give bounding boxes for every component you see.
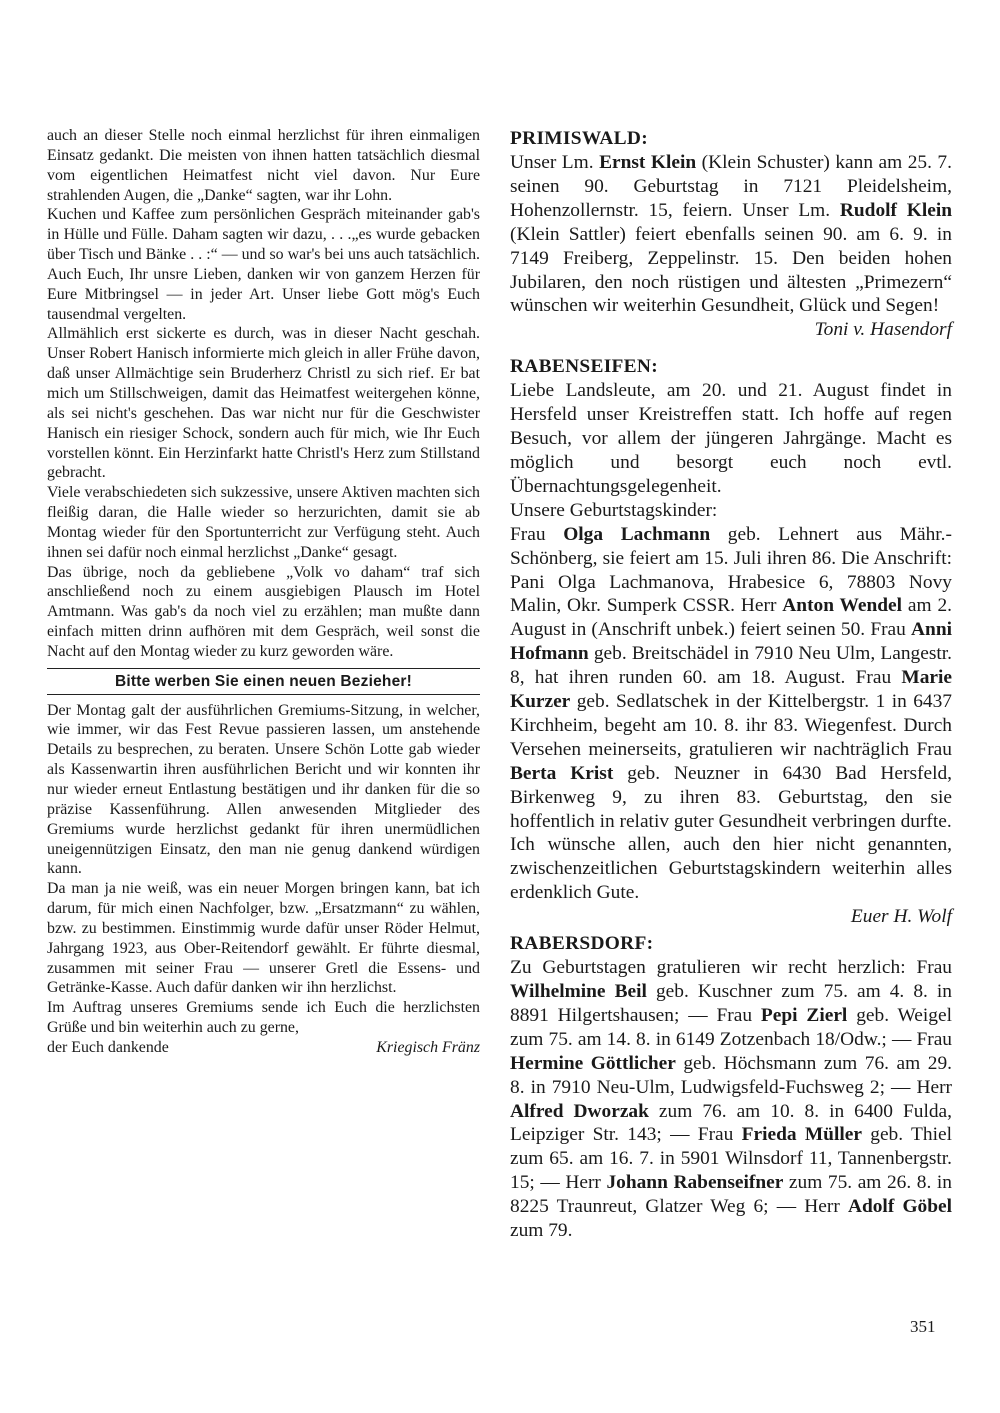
person-name: Wilhelmine Beil (510, 981, 647, 1002)
section-rabersdorf (510, 931, 952, 1243)
paragraph: Unser Lm. Ernst Klein (Klein Schuster) kann am 25. 7. seinen 90. Geburtstag in 7121 Pleidelsheim, Hohenzollernstr. 15, feiern. Unser Lm. Rudolf Klein (Klein Sattler) feiert ebenfalls seinen 90. am 6. 9. in 7149 Freiberg, Zeppelinstr. 15. Den beiden hohen Jubilaren, den noch rüstigen und ältesten „Primezern“ wünschen wir weiterhin Gesundheit, Glück und Segen! (510, 152, 952, 317)
person-name: Olga Lachmann (563, 523, 711, 545)
subscription-banner: Bitte werben Sie einen neuen Bezieher! (47, 668, 480, 695)
paragraph: Der Montag galt der ausführlichen Gremiums-Sitzung, in welcher, wie immer, wir das Fest Revue passieren lassen, um anstehende Details zu besprechen, zu beraten. Unsere Schön Lotte gab wieder als Kassenwartin ihren ausführlichen Bericht und wir konnten ihr nur wieder erneut Entlastung bestätigen und ihr danken für die so präzise Kassenführung. Allen anwesenden Mitglieder des Gremiums wurde herzlichst gedankt für ihren unermüdlichen uneigennützigen Einsatz, den man nie genug dankend würdigen kann. (47, 701, 480, 878)
section-heading: RABENSEIFEN: (510, 356, 658, 378)
person-name: Adolf Göbel (847, 1196, 953, 1218)
section-heading: RABERSDORF: (510, 933, 654, 955)
person-name: Frieda Müller (741, 1124, 862, 1146)
closing-text: der Euch dankende (47, 1038, 169, 1056)
paragraph: Ich wünsche allen, auch den hier nicht genannten, zwischenzeitlichen Geburtstagskindern weiterhin alles erdenklich Gute. (510, 834, 952, 904)
paragraph: Kuchen und Kaffee zum persönlichen Gespräch miteinander gab's in Hülle und Fülle. Daham sagten wir dazu, . . .„es wurde gebacken über Tisch und Bänke . . :“ — und so war's bei uns auch tatsächlich. Auch Euch, Ihr unsre Lieben, danken wir von ganzem Herzen für Eure Mitbringsel — in jeder Art. Unser liebe Gott mög's Euch tausendmal vergelten. (47, 206, 480, 323)
person-name: Alfred Dworzak (510, 1100, 649, 1122)
section-rabenseifen (510, 354, 952, 929)
person-name: Berta Krist (510, 762, 614, 784)
person-name: Anton Wendel (782, 595, 903, 617)
paragraph: Frau Olga Lachmann geb. Lehnert aus Mähr.-Schönberg, sie feiert am 15. Juli ihren 86. Die Anschrift: Pani Olga Lachmanova, Hrabesice 6, 78803 Novy Malin, Okr. Sumperk CSSR. Herr Anton Wendel am 2. August in (Anschrift unbek.) feiert seinen 50. Frau Anni Hofmann geb. Breitschädel in 7910 Neu Ulm, Langestr. 8, hat ihren runden 60. am 18. August. Frau Marie Kurzer geb. Sedlatschek in der Kittelbergstr. 1 in 6437 Kirchheim, begeht am 10. 8. ihr 83. Wiegenfest. Durch Versehen meinerseits, gratulieren wir nachträglich Frau Berta Krist geb. Neuzner in 6430 Bad Hersfeld, Birkenweg 9, zu ihren 83. Geburtstag, den sie hoffentlich in relativ guter Gesundheit verbringen durfte. (510, 523, 952, 832)
signature: Kriegisch Fränz (376, 1038, 480, 1056)
paragraph: auch an dieser Stelle noch einmal herzlichst für ihren einmaligen Einsatz gedankt. Die meisten von ihnen hatten tatsächlich diesmal vom eigentlichen Heimatfest nicht viel davon. Nur Eure strahlenden Augen, die „Danke“ sagten, war ihr Lohn. (47, 127, 480, 204)
person-name: Johann Rabenseifner (606, 1172, 784, 1194)
paragraph: Im Auftrag unseres Gremiums sende ich Euch die herzlichsten Grüße und bin weiterhin auch zu gerne, (47, 999, 480, 1037)
signature: Toni v. Hasendorf (814, 319, 952, 341)
section-heading: PRIMISWALD: (510, 128, 648, 149)
person-name: Pepi Zierl (760, 1004, 848, 1026)
closing-line (47, 1038, 480, 1058)
paragraph: Allmählich erst sickerte es durch, was in dieser Nacht geschah. Unser Robert Hanisch informierte mich gleich in aller Frühe davon, daß unser Allmächtige sein Bruderherz Christl zu sich rief. Er bat mich um Stillschweigen, damit das Heimatfest weitergehen könne, als sei nicht's geschehen. Das war nicht nur für die Geschwister Hanisch ein riesiger Schock, sondern auch für mich, wie Ihr Euch vorstellen könnt. Ein Herzinfarkt hatte Christl's Herz zum Stillstand gebracht. (47, 325, 480, 482)
right-column (510, 126, 952, 1243)
paragraph: Viele verabschiedeten sich sukzessive, unsere Aktiven machten sich fleißig daran, die Halle wieder so herzurichten, damit sie ab Montag wieder für den Sportunterricht zur Verfügung steht. Auch ihnen sei dafür noch einmal herzlichst „Danke“ gesagt. (47, 484, 480, 561)
section-primiswald (510, 126, 952, 342)
person-name: Anni Hofmann (510, 619, 952, 665)
paragraph: Zu Geburtstagen gratulieren wir recht herzlich: Frau Wilhelmine Beil geb. Kuschner zum 75. am 4. 8. in 8891 Hilgertshausen; — Frau Pepi Zierl geb. Weigel zum 75. am 14. 8. in 6149 Zotzenbach 18/Odw.; — Frau Hermine Göttlicher geb. Höchsmann zum 76. am 29. 8. in 7910 Neu-Ulm, Ludwigsfeld-Fuchsweg 2; — Herr Alfred Dworzak zum 76. am 10. 8. in 6400 Fulda, Leipziger Str. 143; — Frau Frieda Müller geb. Thiel zum 65. am 16. 7. in 5901 Wilnsdorf 11, Tannenbergstr. 15; — Herr Johann Rabenseifner zum 75. am 26. 8. in 8225 Traunreut, Glatzer Weg 6; — Herr Adolf Göbel zum 79. (510, 957, 953, 1242)
paragraph: Unsere Geburtstagskinder: (510, 499, 718, 521)
person-name: Rudolf Klein (839, 199, 952, 221)
paragraph: Liebe Landsleute, am 20. und 21. August findet in Hersfeld unser Kreistreffen statt. Ich hoffe auf regen Besuch, vor allem der jüngeren Jahrgänge. Macht es möglich und besorgt euch noch evtl. Übernachtungsgelegenheit. (510, 380, 952, 497)
paragraph: Da man ja nie weiß, was ein neuer Morgen bringen kann, bat ich darum, für mich einen Nachfolger, bzw. „Ersatzmann“ zu wählen, bzw. zu bestimmen. Einstimmig wurde dafür unser Röder Helmut, Jahrgang 1923, aus Ober-Reitendorf gewählt. Er führte diesmal, zusammen mit seiner Frau — unserer Gretl die Essens- und Getränke-Kasse. Auch dafür danken wir ihn herzlichst. (47, 880, 480, 997)
paragraph: Das übrige, noch da gebliebene „Volk vo daham“ traf sich anschließend noch zu einem ausgiebigen Plausch im Hotel Amtmann. Was gab's da noch viel zu erzählen; man mußte dann einfach mitten drinn aufhören mit dem Gespräch, weil sonst die Nacht auf den Montag wieder zu kurz geworden wäre. (47, 563, 480, 660)
left-column (47, 126, 480, 1058)
signature: Euer H. Wolf (850, 906, 952, 928)
person-name: Hermine Göttlicher (510, 1052, 676, 1074)
person-name: Ernst Klein (599, 152, 697, 173)
page-number: 351 (910, 1317, 936, 1336)
person-name: Marie Kurzer (510, 667, 952, 713)
